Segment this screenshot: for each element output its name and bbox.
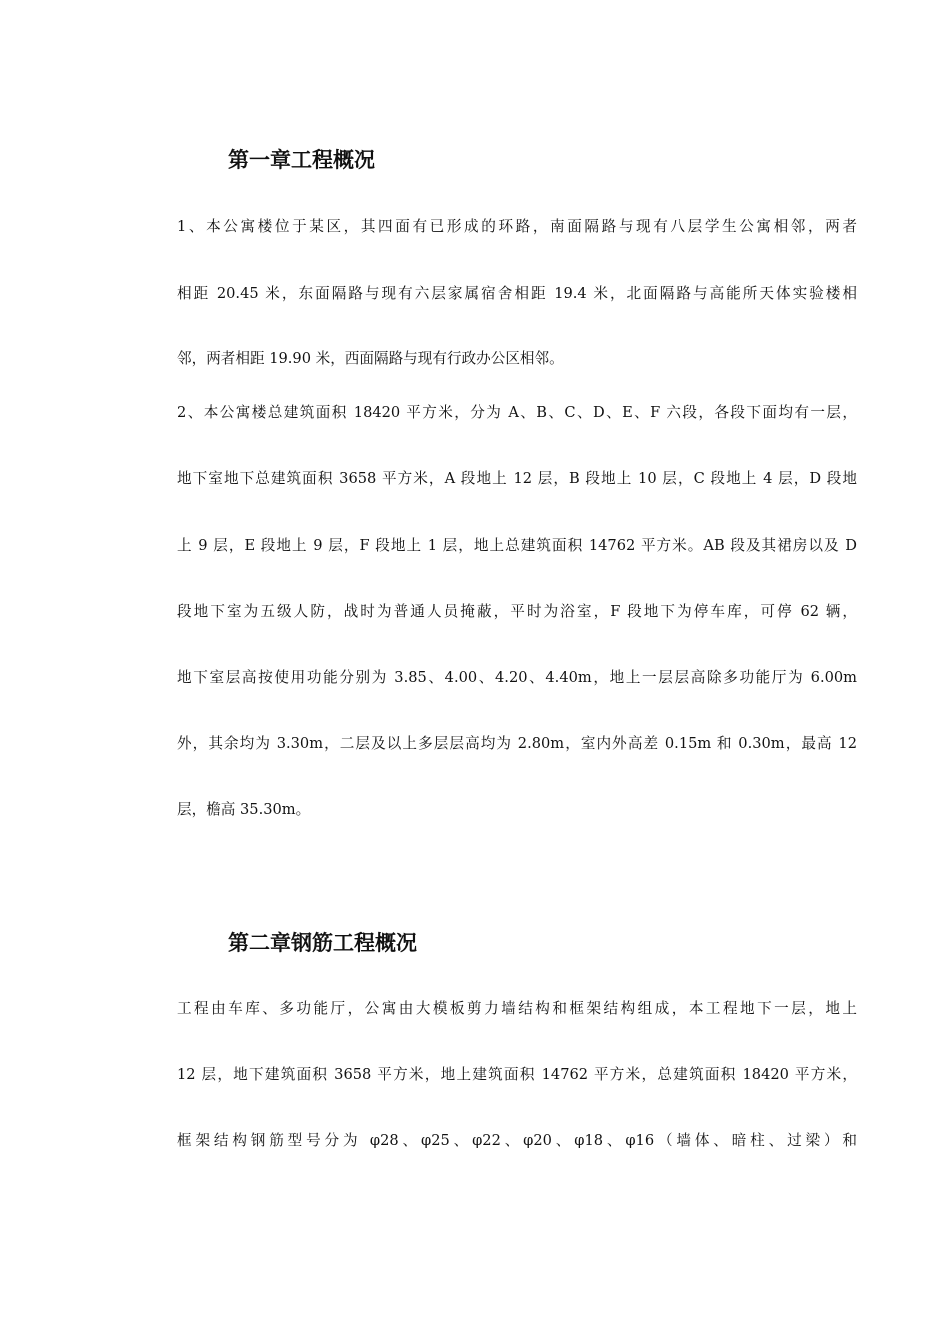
chapter1-line-4: 2、本公寓楼总建筑面积 18420 平方米，分为 A、B、C、D、E、F 六段，各段下面均有一层，: [177, 404, 857, 421]
chapter1-line-3: 邻，两者相距 19.90 米，西面隔路与现有行政办公区相邻。: [177, 350, 564, 367]
chapter1-line-1: 1、本公寓楼位于某区，其四面有已形成的环路，南面隔路与现有八层学生公寓相邻，两者: [177, 218, 857, 235]
chapter2-line-1: 工程由车库、多功能厅，公寓由大模板剪力墙结构和框架结构组成，本工程地下一层，地上: [177, 1000, 857, 1017]
chapter1-line-10: 层，檐高 35.30m。: [177, 801, 311, 818]
chapter2-line-3: 框架结构钢筋型号分为 φ28、φ25、φ22、φ20、φ18、φ16（墙体、暗柱、过梁）和: [177, 1132, 857, 1149]
chapter1-line-5: 地下室地下总建筑面积 3658 平方米，A 段地上 12 层，B 段地上 10 层，C 段地上 4 层，D 段地: [177, 470, 857, 487]
chapter1-line-7: 段地下室为五级人防，战时为普通人员掩蔽，平时为浴室，F 段地下为停车库，可停 62 辆，: [177, 603, 857, 620]
chapter2-line-2: 12 层，地下建筑面积 3658 平方米，地上建筑面积 14762 平方米，总建筑面积 18420 平方米，: [177, 1066, 857, 1083]
chapter1-line-8: 地下室层高按使用功能分别为 3.85、4.00、4.20、4.40m，地上一层层高除多功能厅为 6.00m: [177, 669, 857, 686]
chapter1-line-2: 相距 20.45 米，东面隔路与现有六层家属宿舍相距 19.4 米，北面隔路与高能所天体实验楼相: [177, 285, 857, 302]
chapter1-line-9: 外，其余均为 3.30m，二层及以上多层层高均为 2.80m，室内外高差 0.15m 和 0.30m，最高 12: [177, 735, 857, 752]
chapter1-title: 第一章工程概况: [228, 147, 375, 172]
chapter1-line-6: 上 9 层，E 段地上 9 层，F 段地上 1 层，地上总建筑面积 14762 平方米。AB 段及其裙房以及 D: [177, 537, 857, 554]
chapter2-title: 第二章钢筋工程概况: [228, 930, 417, 955]
